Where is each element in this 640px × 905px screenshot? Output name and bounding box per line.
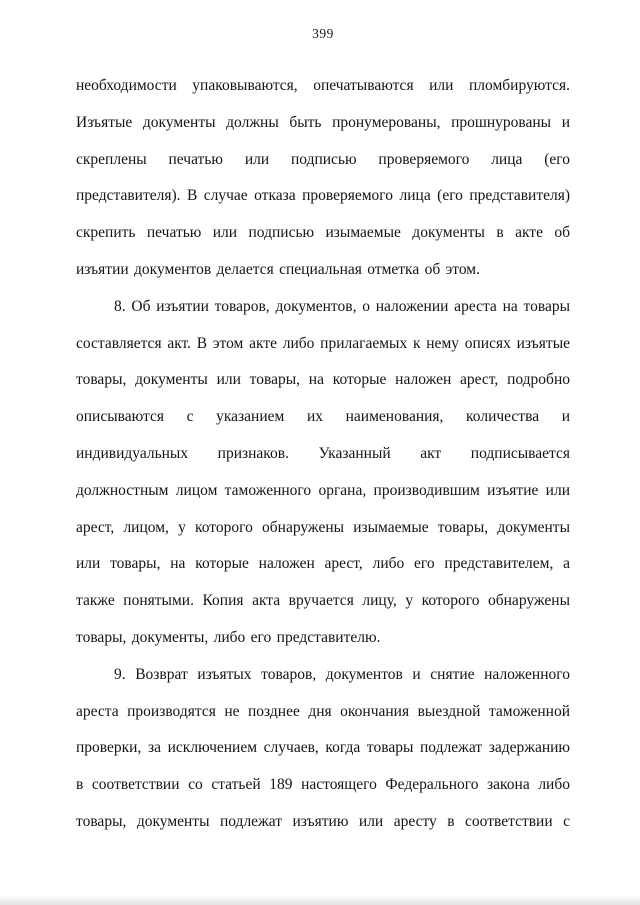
paragraph-clause-9: 9. Возврат изъятых товаров, документов и снятие наложенного ареста производятся не позднее дня окончания выездной таможенной проверки, за исключением случаев, когда товары подлежат задержанию в соответствии со статьей 189 настоящего Федерального закона либо товары, документы подлежат изъятию или аресту в соответствии с [76, 665, 570, 830]
scan-edge-shadow [0, 895, 640, 905]
page-number: 399 [312, 26, 334, 41]
paragraph-continuation: необходимости упаковываются, опечатываются или пломбируются. Изъятые документы должны быть пронумерованы, прошнурованы и скреплены печатью или подписью проверяемого лица (его представителя). В случае отказа проверяемого лица (его представителя) скрепить печатью или подписью изымаемые документы в акте об изъятии документов делается специальная отметка об этом. [76, 77, 570, 278]
paragraph-clause-8: 8. Об изъятии товаров, документов, о наложении ареста на товары составляется акт. В этом акте либо прилагаемых к нему описях изъятые товары, документы или товары, на которые наложен арест, подробно описываются с указанием их наименования, количества и индивидуальных признаков. Указанный акт подписывается должностным лицом таможенного органа, производившим изъятие или арест, лицом, у которого обнаружены изымаемые товары, документы или товары, на которые наложен арест, либо его представителем, а также понятыми. Копия акта вручается лицу, у которого обнаружены товары, документы, либо его представителю. [76, 297, 570, 646]
page-content [76, 68, 570, 841]
